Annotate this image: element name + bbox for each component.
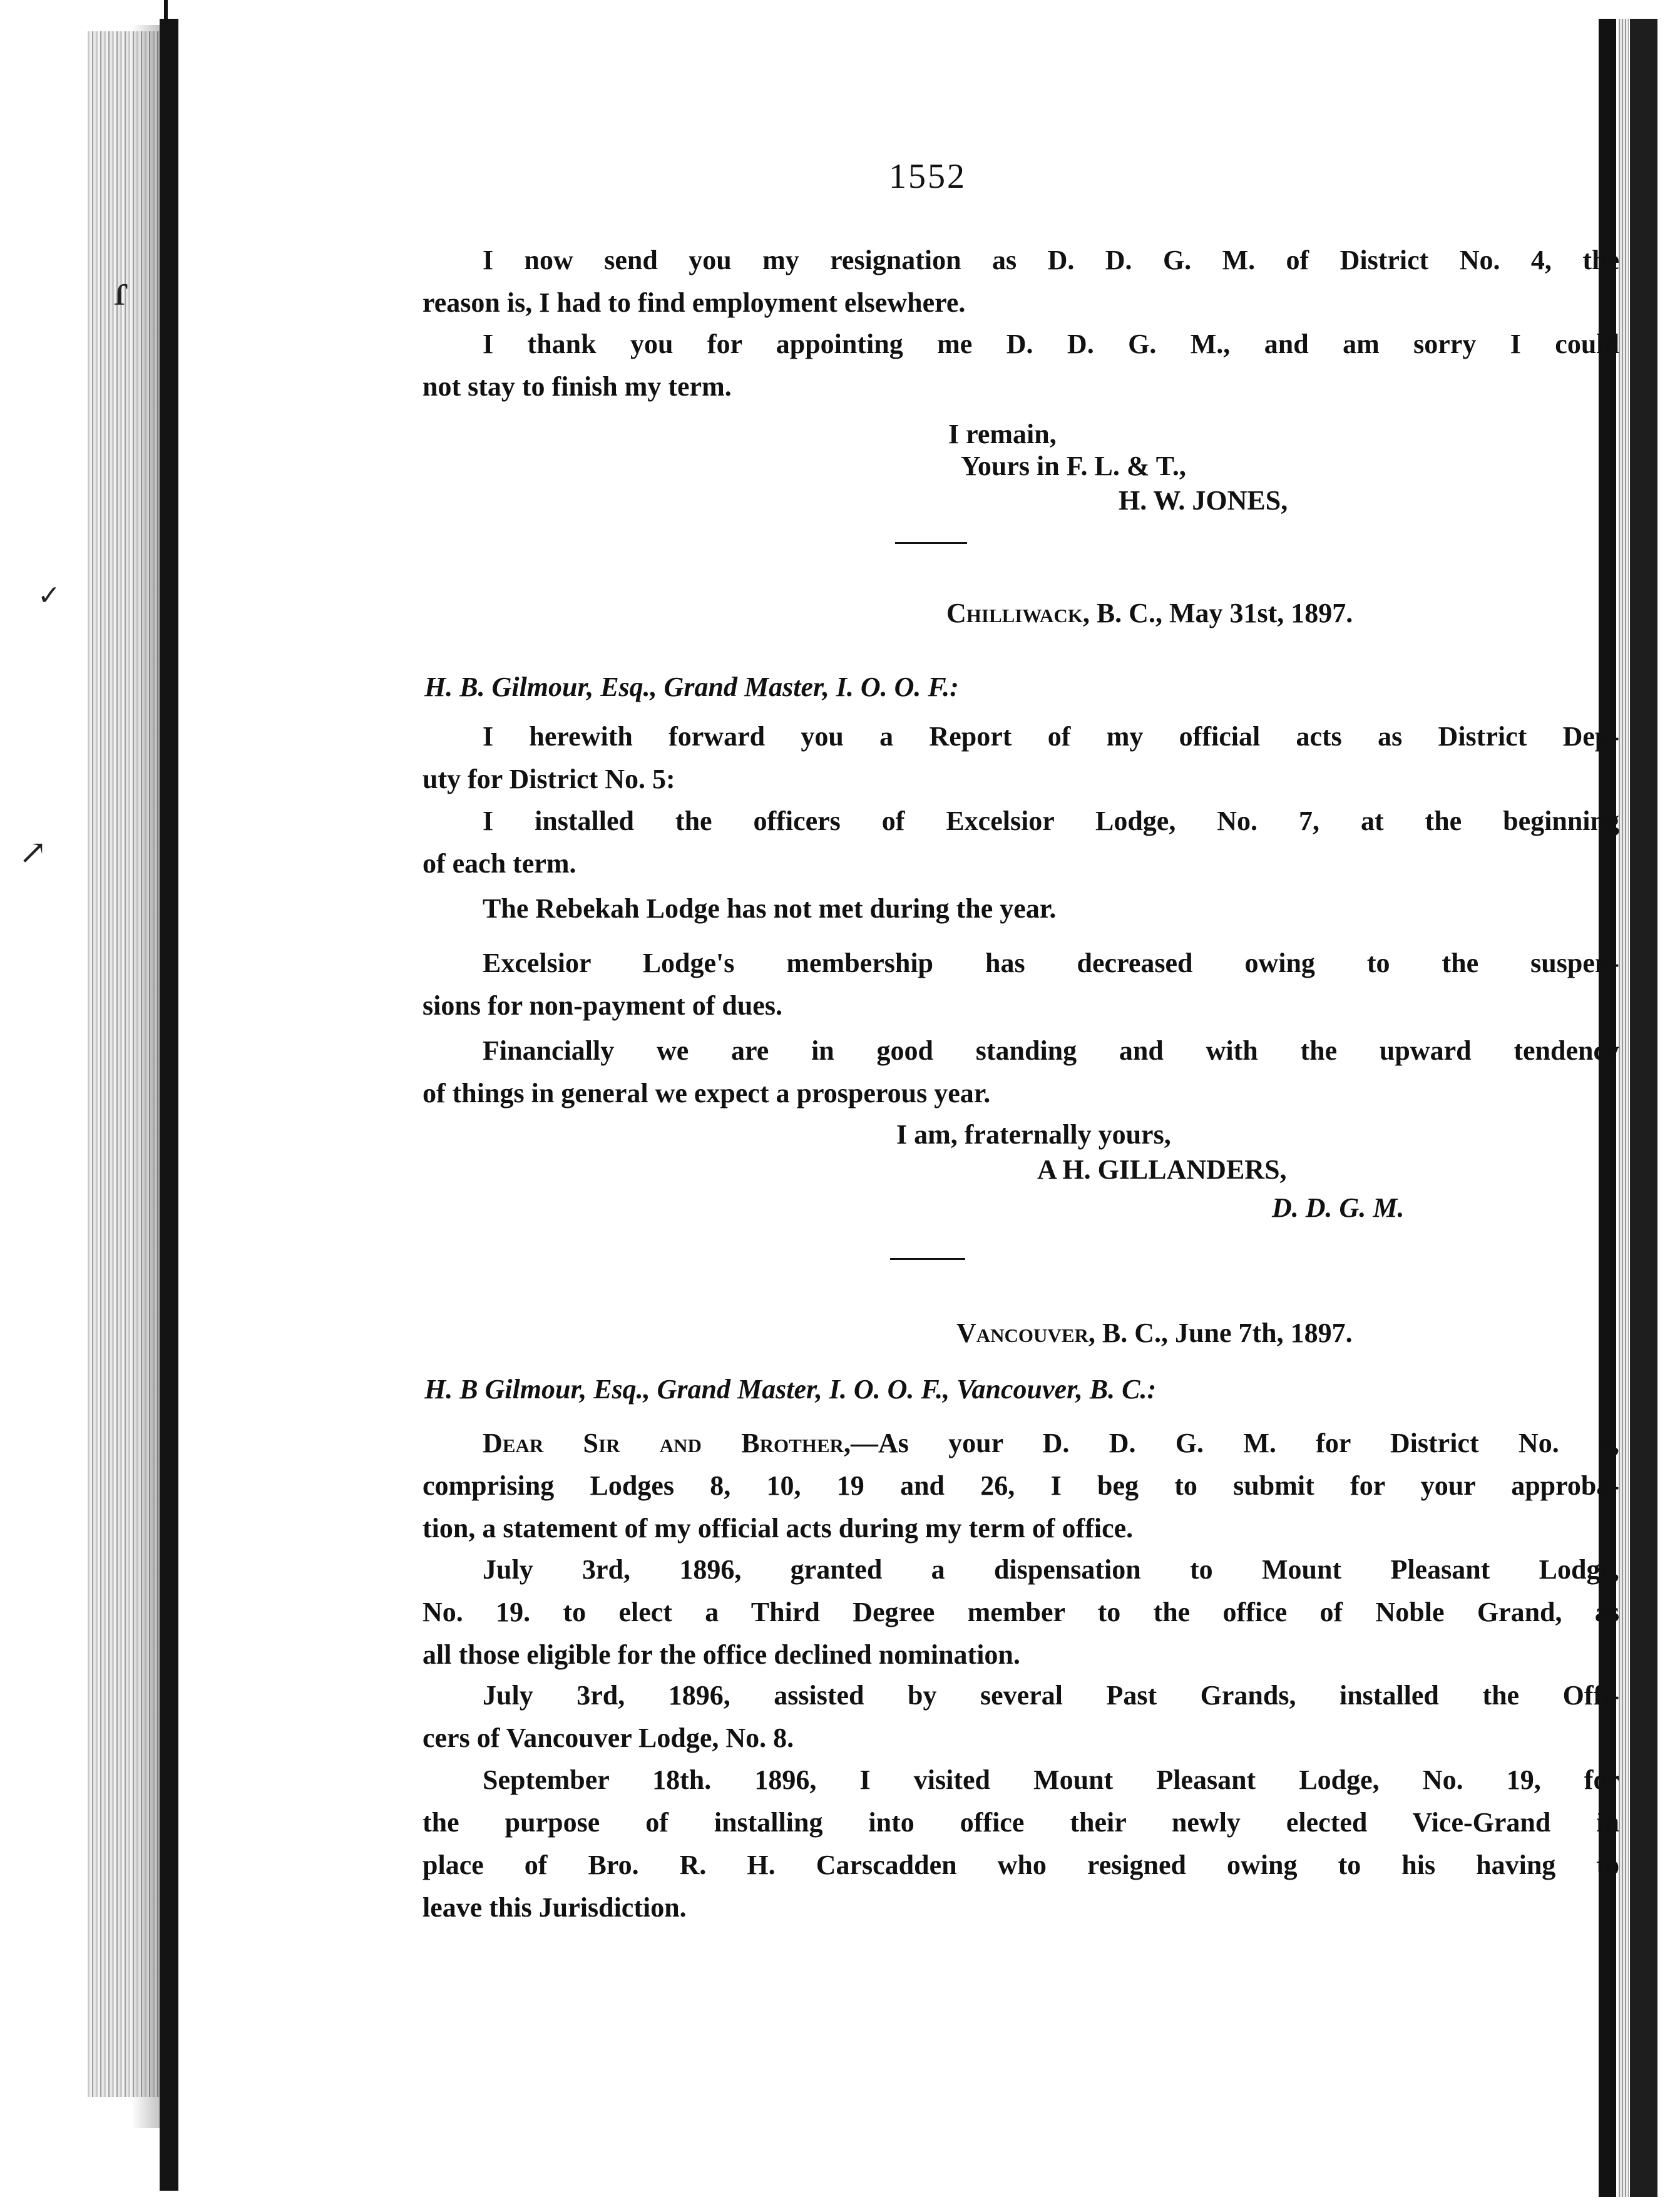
text-line: I herewith forward you a Report of my official acts as District Dep-	[483, 721, 1619, 752]
letter2-signature: A H. GILLANDERS,	[1037, 1154, 1287, 1185]
text-line: all those eligible for the office declined nomination.	[423, 1639, 1020, 1670]
letter1-closing: I remain,	[948, 419, 1057, 449]
text-line: I thank you for appointing me D. D. G. M., and am sorry I could	[483, 329, 1619, 359]
text-line: the purpose of installing into office their newly elected Vice-Grand in	[423, 1807, 1619, 1838]
text-line: cers of Vancouver Lodge, No. 8.	[423, 1723, 794, 1753]
letter2-dateline	[946, 595, 1353, 632]
text-line: I now send you my resignation as D. D. G. M. of District No. 4, the	[483, 245, 1619, 275]
page-gutter	[160, 19, 178, 2191]
letter3-address: H. B Gilmour, Esq., Grand Master, I. O. O. F., Vancouver, B. C.:	[424, 1374, 1157, 1405]
letter3-paragraph2	[423, 1549, 1619, 1676]
letter2-closing: I am, fraternally yours,	[896, 1119, 1171, 1150]
document-page	[182, 0, 1619, 2212]
text-line: July 3rd, 1896, assisted by several Past Grands, installed the Offi-	[483, 1680, 1619, 1711]
text-fragment: ,—As your D. D. G. M. for District No. 6,	[843, 1428, 1619, 1458]
margin-mark-icon: ɾ	[114, 267, 129, 315]
text-line: sions for non-payment of dues.	[423, 990, 782, 1021]
text-line: leave this Jurisdiction.	[423, 1892, 687, 1923]
text-line: September 18th. 1896, I visited Mount Pleasant Lodge, No. 19, for	[483, 1764, 1619, 1795]
facing-page-stack	[1619, 19, 1629, 2197]
text-line: of things in general we expect a prosperous year.	[423, 1078, 991, 1109]
text-line: Excelsior Lodge's membership has decreased owing to the suspen-	[483, 948, 1619, 978]
text-line	[423, 1422, 1619, 1465]
book-binding-edge	[0, 0, 182, 2212]
top-mark	[164, 0, 168, 23]
dateline-place: Chilliwack	[946, 598, 1083, 628]
letter2-paragraph1	[423, 715, 1619, 801]
text-line: tion, a statement of my official acts during my term of office.	[423, 1513, 1134, 1544]
letter2-paragraph5	[423, 1030, 1619, 1115]
letter2-title: D. D. G. M.	[1272, 1192, 1405, 1223]
letter1-paragraph1	[423, 239, 1619, 324]
letter3-paragraph4	[423, 1759, 1619, 1929]
text-line: comprising Lodges 8, 10, 19 and 26, I beg to submit for your approba-	[423, 1470, 1619, 1501]
salutation: Dear Sir and Brother	[483, 1428, 844, 1458]
text-line: of each term.	[423, 848, 576, 879]
letter1-closing-2: Yours in F. L. & T.,	[961, 451, 1186, 481]
text-line: Financially we are in good standing and with the upward tendency	[483, 1035, 1619, 1066]
letter3-dateline	[956, 1314, 1353, 1352]
dateline-place: Vancouver	[956, 1318, 1088, 1348]
margin-tick-icon: ✓	[38, 580, 61, 611]
page-number: 1552	[889, 157, 966, 196]
letter3-paragraph3	[423, 1674, 1619, 1759]
letter2-paragraph4	[423, 942, 1619, 1027]
facing-page-dark-edge	[1630, 19, 1657, 2197]
text-line: I installed the officers of Excelsior Lodge, No. 7, at the beginning	[483, 806, 1619, 836]
dateline-rest: , B. C., May 31st, 1897.	[1082, 598, 1353, 628]
text-line: No. 19. to elect a Third Degree member to the office of Noble Grand, as	[423, 1597, 1619, 1627]
text-line: uty for District No. 5:	[423, 764, 675, 794]
text-line: The Rebekah Lodge has not met during the year.	[483, 893, 1057, 924]
section-divider	[895, 542, 967, 544]
letter2-paragraph2	[423, 800, 1619, 885]
letter3-paragraph1	[423, 1422, 1619, 1550]
letter1-signature: H. W. JONES,	[1119, 485, 1288, 516]
text-line: place of Bro. R. H. Carscadden who resigned owing to his having to	[423, 1850, 1619, 1880]
letter2-paragraph3	[423, 888, 1619, 930]
text-line: reason is, I had to find employment elsewhere.	[423, 287, 966, 318]
binding-shadow	[131, 25, 161, 2128]
text-line: not stay to finish my term.	[423, 371, 732, 402]
letter1-paragraph2	[423, 323, 1619, 408]
section-divider	[890, 1258, 965, 1260]
letter2-address: H. B. Gilmour, Esq., Grand Master, I. O. O. F.:	[424, 672, 959, 702]
dateline-rest: , B. C., June 7th, 1897.	[1088, 1318, 1353, 1348]
text-line: July 3rd, 1896, granted a dispensation to Mount Pleasant Lodge,	[483, 1554, 1619, 1585]
margin-arrow-icon: ↗	[19, 834, 48, 871]
